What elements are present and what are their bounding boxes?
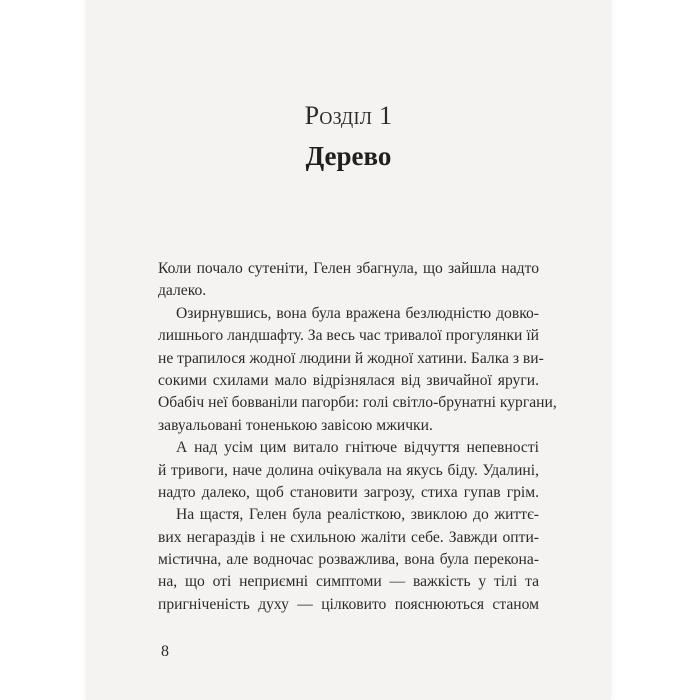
paragraph-2 bbox=[158, 303, 557, 437]
text-line: містична, але водночас розважлива, вона була переконa- bbox=[158, 551, 539, 569]
text-line: Обабіч неї бовваніли пагорби: голі світло-брунатні кургани, bbox=[158, 394, 557, 412]
text-line: далеко. bbox=[158, 282, 207, 300]
chapter-title: Дерево bbox=[305, 141, 392, 171]
book-page bbox=[86, 0, 611, 700]
text-line: й тривоги, наче долина очікувала на якусь біду. Удалині, bbox=[158, 461, 539, 479]
text-line: завуальовані тоненькою завісою мжички. bbox=[158, 416, 433, 434]
text-line: пригніченість духу — цілковито пояснюються станом bbox=[158, 595, 539, 613]
text-line: Озирнувшись, вона була вражена безлюдністю довко- bbox=[176, 304, 539, 322]
paragraph-4 bbox=[158, 504, 539, 616]
paragraph-3 bbox=[158, 437, 539, 504]
text-line: не трапилося жодної людини й жодної хатини. Балка з ви- bbox=[158, 349, 544, 367]
text-line: А над усім цим витало гнітюче відчуття непевності bbox=[176, 439, 539, 457]
text-line: На щастя, Гелен була реалісткою, звиклою до життє- bbox=[176, 506, 539, 524]
paragraph-1 bbox=[158, 258, 539, 303]
text-line: на, що оті неприємні симптоми — важкість у тілі та bbox=[158, 573, 539, 591]
text-line: Коли почало сутеніти, Гелен збагнула, що зайшла надто bbox=[158, 260, 539, 277]
text-line: лишнього ландшафту. За весь час тривалої прогулянки їй bbox=[158, 327, 539, 345]
chapter-label: Розділ 1 bbox=[304, 101, 393, 130]
text-line: надто далеко, щоб становити загрозу, стиха гупав грім. bbox=[158, 483, 539, 501]
text-line: вих негараздів і не схильною жаліти себе. Завжди опти- bbox=[158, 528, 539, 546]
text-line: сокими схилами мало відрізнялася від звичайної яруги. bbox=[158, 371, 539, 389]
body-text bbox=[158, 258, 557, 616]
page-number: 8 bbox=[161, 643, 169, 660]
